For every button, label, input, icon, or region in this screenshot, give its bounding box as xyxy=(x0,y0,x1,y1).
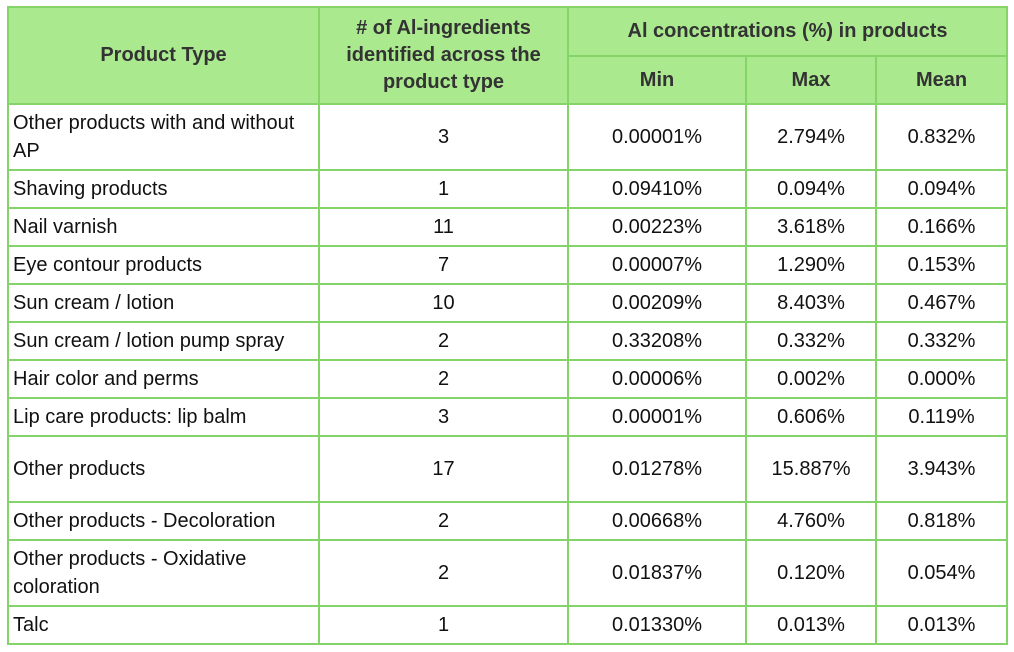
table-body xyxy=(8,104,1007,644)
cell-product-type: Other products with and without AP xyxy=(8,104,319,170)
cell-count: 2 xyxy=(319,360,568,398)
cell-mean: 0.832% xyxy=(876,104,1007,170)
cell-count: 1 xyxy=(319,606,568,644)
table-header xyxy=(8,7,1007,104)
cell-mean: 0.166% xyxy=(876,208,1007,246)
cell-max: 0.002% xyxy=(746,360,876,398)
table-row xyxy=(8,322,1007,360)
cell-min: 0.00223% xyxy=(568,208,746,246)
cell-min: 0.00001% xyxy=(568,398,746,436)
cell-mean: 0.818% xyxy=(876,502,1007,540)
cell-product-type: Sun cream / lotion xyxy=(8,284,319,322)
cell-count: 3 xyxy=(319,398,568,436)
cell-max: 0.013% xyxy=(746,606,876,644)
table-row xyxy=(8,606,1007,644)
cell-max: 8.403% xyxy=(746,284,876,322)
table-row xyxy=(8,104,1007,170)
cell-max: 15.887% xyxy=(746,436,876,502)
cell-min: 0.00007% xyxy=(568,246,746,284)
cell-min: 0.01330% xyxy=(568,606,746,644)
cell-mean: 0.153% xyxy=(876,246,1007,284)
cell-product-type: Eye contour products xyxy=(8,246,319,284)
table-row xyxy=(8,540,1007,606)
cell-product-type: Other products - Oxidative coloration xyxy=(8,540,319,606)
cell-count: 2 xyxy=(319,322,568,360)
header-max: Max xyxy=(746,56,876,104)
cell-max: 4.760% xyxy=(746,502,876,540)
cell-mean: 0.467% xyxy=(876,284,1007,322)
cell-product-type: Lip care products: lip balm xyxy=(8,398,319,436)
cell-max: 0.332% xyxy=(746,322,876,360)
table-row xyxy=(8,398,1007,436)
table-row xyxy=(8,360,1007,398)
header-ingredient-count: # of Al-ingredients identified across the product type xyxy=(319,7,568,104)
cell-max: 1.290% xyxy=(746,246,876,284)
cell-min: 0.00668% xyxy=(568,502,746,540)
table-row xyxy=(8,502,1007,540)
table-row xyxy=(8,208,1007,246)
header-row xyxy=(8,7,1007,56)
cell-mean: 0.094% xyxy=(876,170,1007,208)
cell-product-type: Other products xyxy=(8,436,319,502)
cell-count: 7 xyxy=(319,246,568,284)
cell-product-type: Shaving products xyxy=(8,170,319,208)
cell-min: 0.00006% xyxy=(568,360,746,398)
cell-product-type: Nail varnish xyxy=(8,208,319,246)
cell-product-type: Hair color and perms xyxy=(8,360,319,398)
aluminum-concentration-table xyxy=(7,6,1008,645)
cell-product-type: Talc xyxy=(8,606,319,644)
cell-product-type: Sun cream / lotion pump spray xyxy=(8,322,319,360)
cell-count: 10 xyxy=(319,284,568,322)
cell-mean: 3.943% xyxy=(876,436,1007,502)
cell-max: 0.606% xyxy=(746,398,876,436)
cell-count: 17 xyxy=(319,436,568,502)
cell-mean: 0.054% xyxy=(876,540,1007,606)
cell-min: 0.01837% xyxy=(568,540,746,606)
cell-max: 3.618% xyxy=(746,208,876,246)
header-product-type: Product Type xyxy=(8,7,319,104)
cell-max: 0.094% xyxy=(746,170,876,208)
header-mean: Mean xyxy=(876,56,1007,104)
cell-count: 11 xyxy=(319,208,568,246)
cell-mean: 0.119% xyxy=(876,398,1007,436)
header-min: Min xyxy=(568,56,746,104)
cell-max: 0.120% xyxy=(746,540,876,606)
table-row xyxy=(8,436,1007,502)
cell-min: 0.09410% xyxy=(568,170,746,208)
table-row xyxy=(8,170,1007,208)
table-row xyxy=(8,246,1007,284)
cell-count: 3 xyxy=(319,104,568,170)
cell-count: 2 xyxy=(319,502,568,540)
cell-count: 1 xyxy=(319,170,568,208)
header-concentrations: Al concentrations (%) in products xyxy=(568,7,1007,56)
cell-mean: 0.000% xyxy=(876,360,1007,398)
cell-mean: 0.332% xyxy=(876,322,1007,360)
cell-count: 2 xyxy=(319,540,568,606)
cell-min: 0.01278% xyxy=(568,436,746,502)
cell-max: 2.794% xyxy=(746,104,876,170)
cell-min: 0.33208% xyxy=(568,322,746,360)
cell-min: 0.00001% xyxy=(568,104,746,170)
table-row xyxy=(8,284,1007,322)
cell-min: 0.00209% xyxy=(568,284,746,322)
cell-product-type: Other products - Decoloration xyxy=(8,502,319,540)
cell-mean: 0.013% xyxy=(876,606,1007,644)
